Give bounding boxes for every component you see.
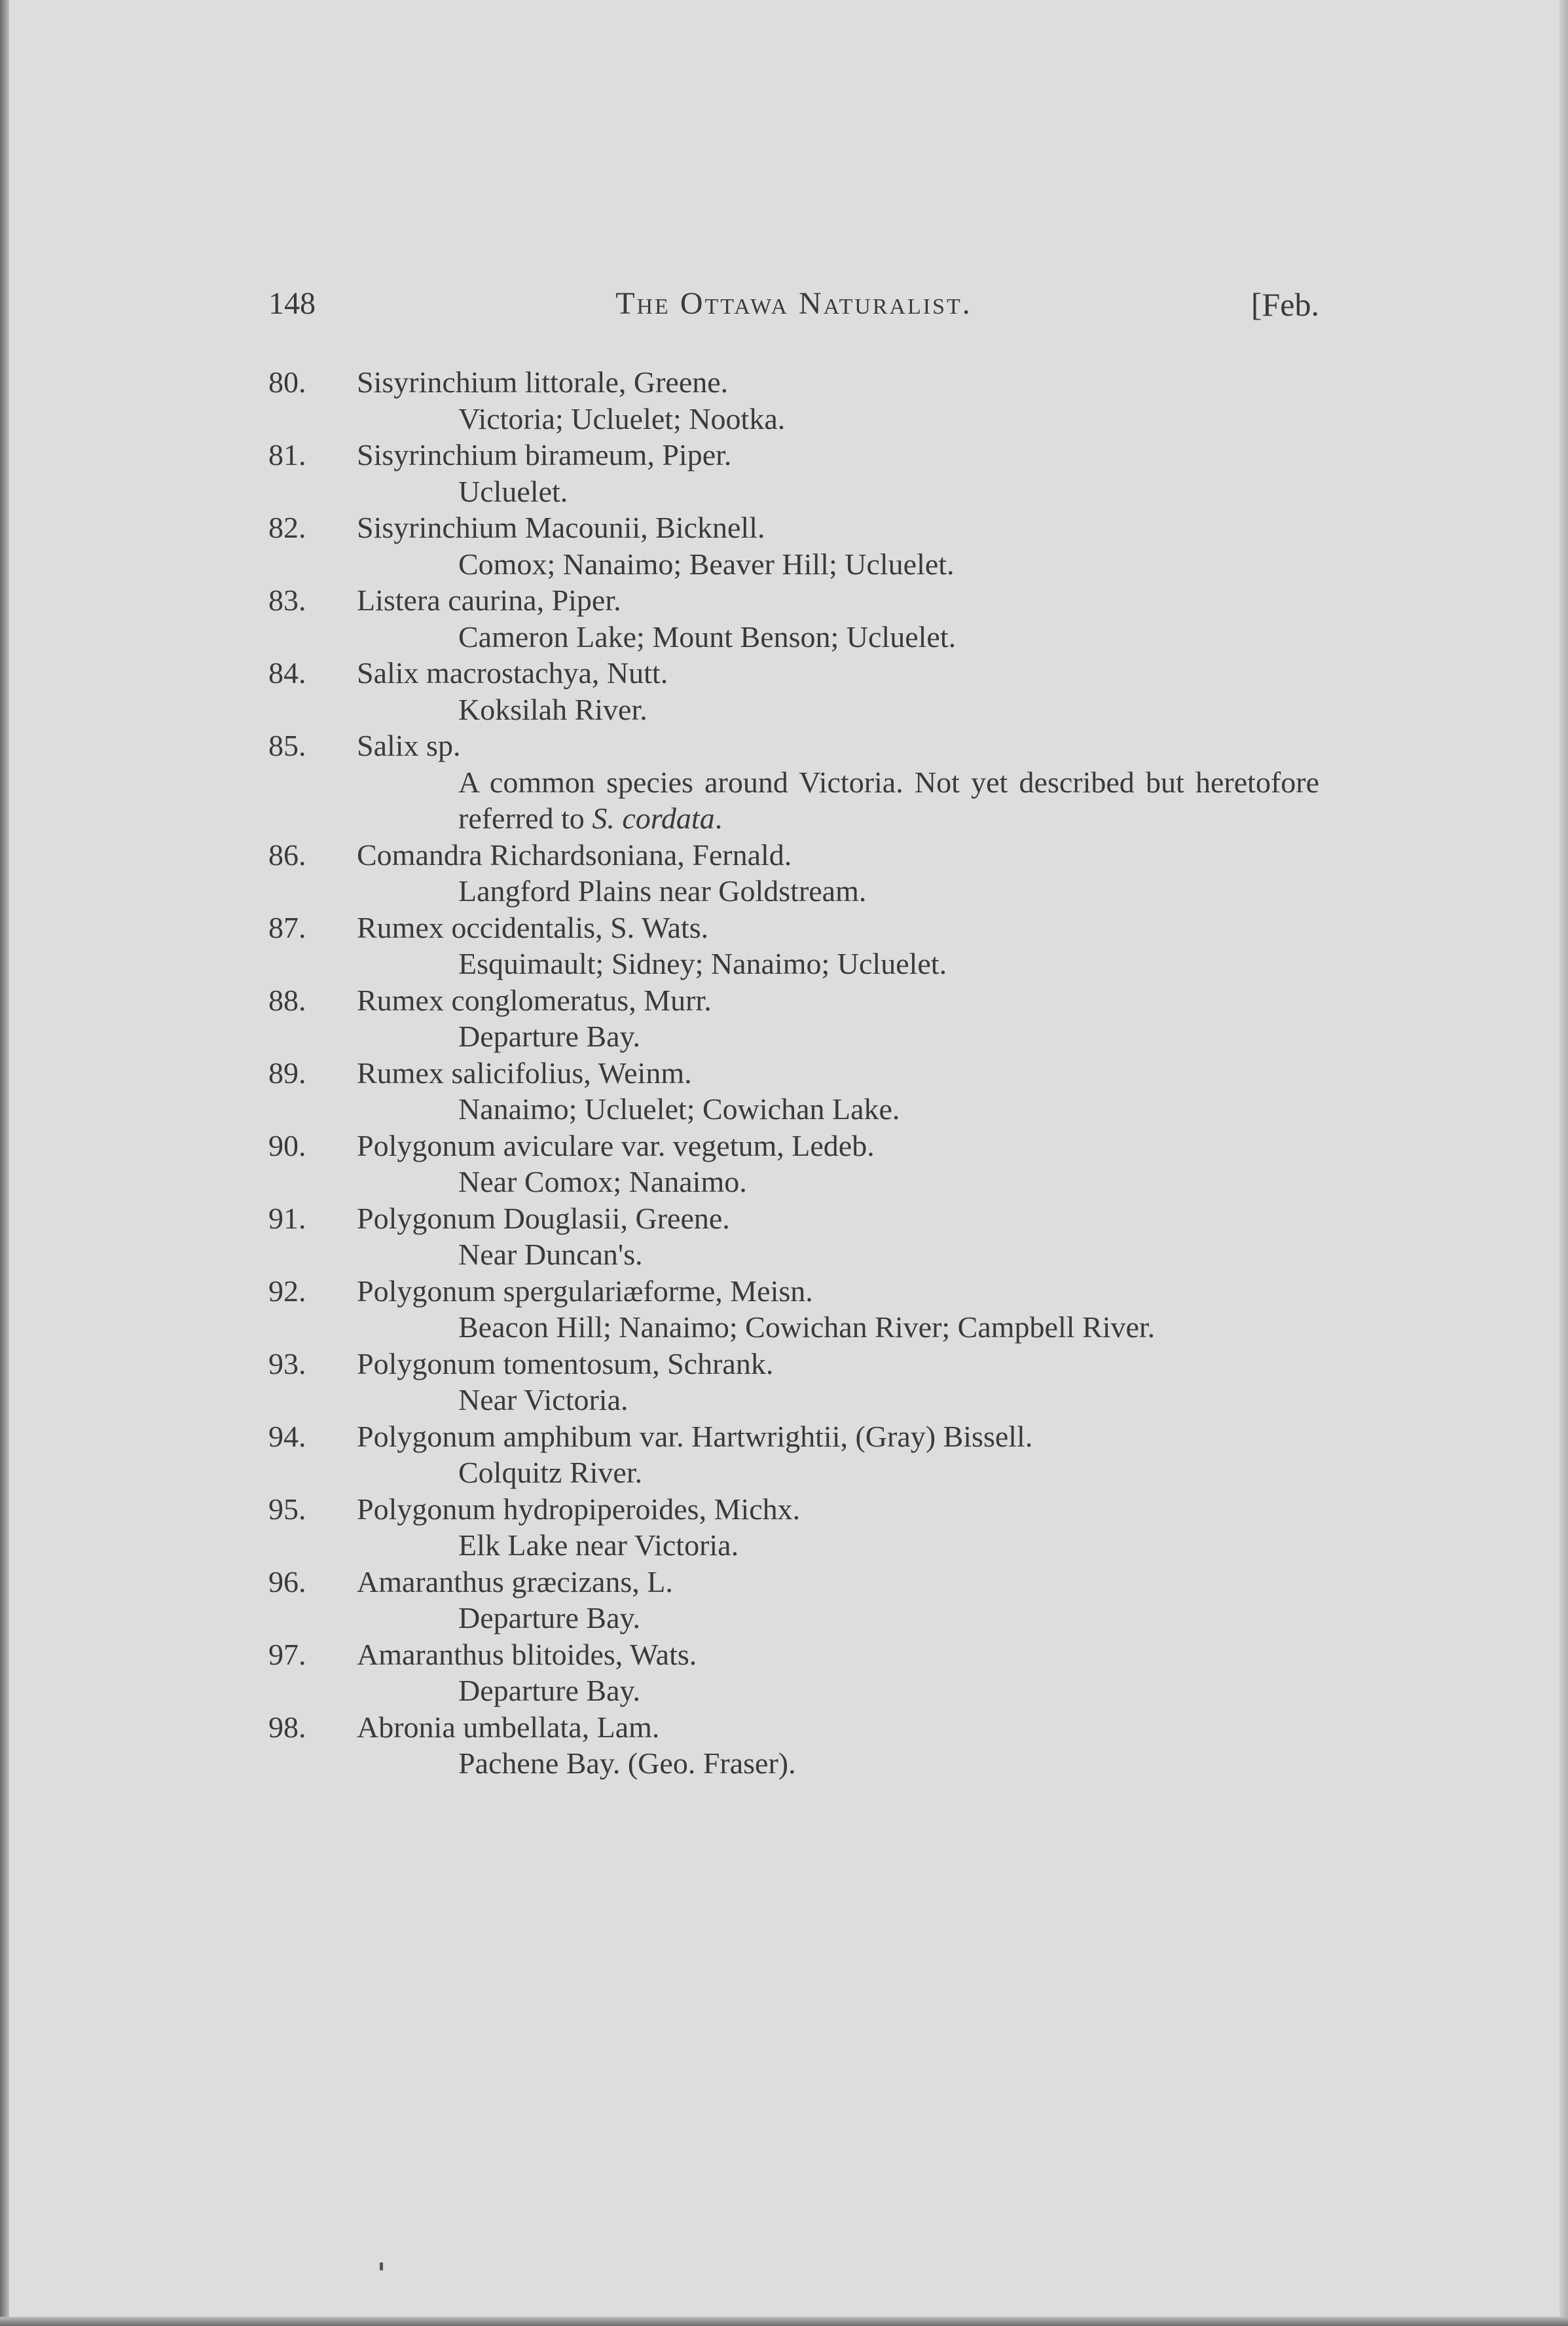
species-name: Rumex occidentalis, S. Wats. (357, 910, 709, 944)
list-item (268, 1346, 1319, 1418)
entry-number: 98. (268, 1710, 306, 1744)
entry-number: 94. (268, 1419, 306, 1453)
list-item (268, 1273, 1319, 1346)
species-description (268, 764, 1319, 837)
list-item (268, 1564, 1319, 1636)
species-name: Polygonum hydropiperoides, Michx. (357, 1492, 801, 1526)
list-item (268, 1709, 1319, 1782)
species-locality: Departure Bay. (458, 1674, 640, 1707)
entry-number: 87. (268, 910, 306, 944)
entry-number: 90. (268, 1128, 306, 1162)
species-locality: Pachene Bay. (Geo. Fraser). (458, 1746, 796, 1780)
entry-number: 97. (268, 1637, 306, 1671)
species-locality: Colquitz River. (458, 1456, 643, 1489)
species-list (268, 364, 1319, 1782)
description-text: A common species around Victoria. Not yet described but heretofore referred to (458, 765, 1319, 835)
species-name: Comandra Richardsoniana, Fernald. (357, 838, 792, 872)
entry-number: 86. (268, 838, 306, 872)
page-number: 148 (268, 286, 316, 321)
species-name: Amaranthus blitoides, Wats. (357, 1637, 697, 1671)
list-item (268, 1055, 1319, 1128)
entry-number: 96. (268, 1564, 306, 1598)
entry-number: 89. (268, 1056, 306, 1090)
species-name: Rumex salicifolius, Weinm. (357, 1056, 692, 1090)
species-locality: Victoria; Ucluelet; Nootka. (458, 401, 786, 435)
species-locality: Near Comox; Nanaimo. (458, 1165, 747, 1198)
list-item (268, 509, 1319, 582)
species-locality: Near Victoria. (458, 1383, 629, 1416)
species-locality: Nanaimo; Ucluelet; Cowichan Lake. (458, 1092, 900, 1126)
entry-number: 91. (268, 1201, 306, 1235)
entry-number: 84. (268, 656, 306, 690)
species-name: Sisyrinchium birameum, Piper. (357, 438, 732, 471)
description-italic-name: S. cordata (592, 802, 715, 835)
species-name: Polygonum Douglasii, Greene. (357, 1201, 730, 1235)
species-name: Sisyrinchium littorale, Greene. (357, 365, 729, 399)
page-edge-left (0, 0, 9, 2326)
species-name: Listera caurina, Piper. (357, 583, 621, 617)
entry-number: 95. (268, 1492, 306, 1526)
list-item (268, 1418, 1319, 1491)
species-name: Polygonum amphibum var. Hartwrightii, (Gray) Bissell. (357, 1419, 1033, 1453)
running-header (268, 286, 1319, 331)
list-item (268, 837, 1319, 910)
species-name: Sisyrinchium Macounii, Bicknell. (357, 511, 765, 544)
species-name: Abronia umbellata, Lam. (357, 1710, 660, 1744)
species-locality: Departure Bay. (458, 1601, 640, 1634)
species-locality: Near Duncan's. (458, 1238, 643, 1271)
entry-number: 81. (268, 438, 306, 471)
species-locality: Koksilah River. (458, 692, 647, 726)
list-item (268, 728, 1319, 837)
species-name: Polygonum tomentosum, Schrank. (357, 1346, 774, 1380)
list-item (268, 1636, 1319, 1709)
page-edge-bottom (0, 2317, 1568, 2326)
ink-speck (380, 2262, 383, 2270)
page-edge-right (1559, 0, 1568, 2326)
entry-number: 85. (268, 729, 306, 762)
list-item (268, 1200, 1319, 1273)
entry-number: 83. (268, 583, 306, 617)
list-item (268, 1491, 1319, 1564)
issue-month: [Feb. (1250, 286, 1319, 323)
species-name: Salix sp. (357, 729, 461, 762)
list-item (268, 982, 1319, 1055)
entry-number: 92. (268, 1274, 306, 1308)
species-locality: Departure Bay. (458, 1020, 640, 1053)
species-name: Amaranthus græcizans, L. (357, 1564, 673, 1598)
species-locality: Comox; Nanaimo; Beaver Hill; Ucluelet. (458, 547, 955, 581)
list-item (268, 437, 1319, 509)
species-name: Salix macrostachya, Nutt. (357, 656, 668, 690)
list-item (268, 1128, 1319, 1200)
description-end: . (714, 802, 723, 835)
list-item (268, 655, 1319, 728)
list-item (268, 582, 1319, 655)
species-locality: Esquimault; Sidney; Nanaimo; Ucluelet. (458, 947, 947, 980)
journal-title: The Ottawa Naturalist. (615, 286, 972, 321)
species-locality: Elk Lake near Victoria. (458, 1528, 739, 1562)
species-name: Polygonum aviculare var. vegetum, Ledeb. (357, 1128, 875, 1162)
list-item (268, 910, 1319, 982)
species-name: Polygonum spergulariæforme, Meisn. (357, 1274, 813, 1308)
species-locality: Beacon Hill; Nanaimo; Cowichan River; Campbell River. (458, 1310, 1156, 1344)
list-item (268, 364, 1319, 437)
entry-number: 82. (268, 511, 306, 544)
entry-number: 88. (268, 983, 306, 1017)
species-locality: Langford Plains near Goldstream. (458, 874, 867, 908)
entry-number: 93. (268, 1346, 306, 1380)
species-locality: Cameron Lake; Mount Benson; Ucluelet. (458, 619, 957, 654)
species-locality: Ucluelet. (458, 474, 568, 508)
entry-number: 80. (268, 365, 306, 399)
species-name: Rumex conglomeratus, Murr. (357, 983, 712, 1017)
